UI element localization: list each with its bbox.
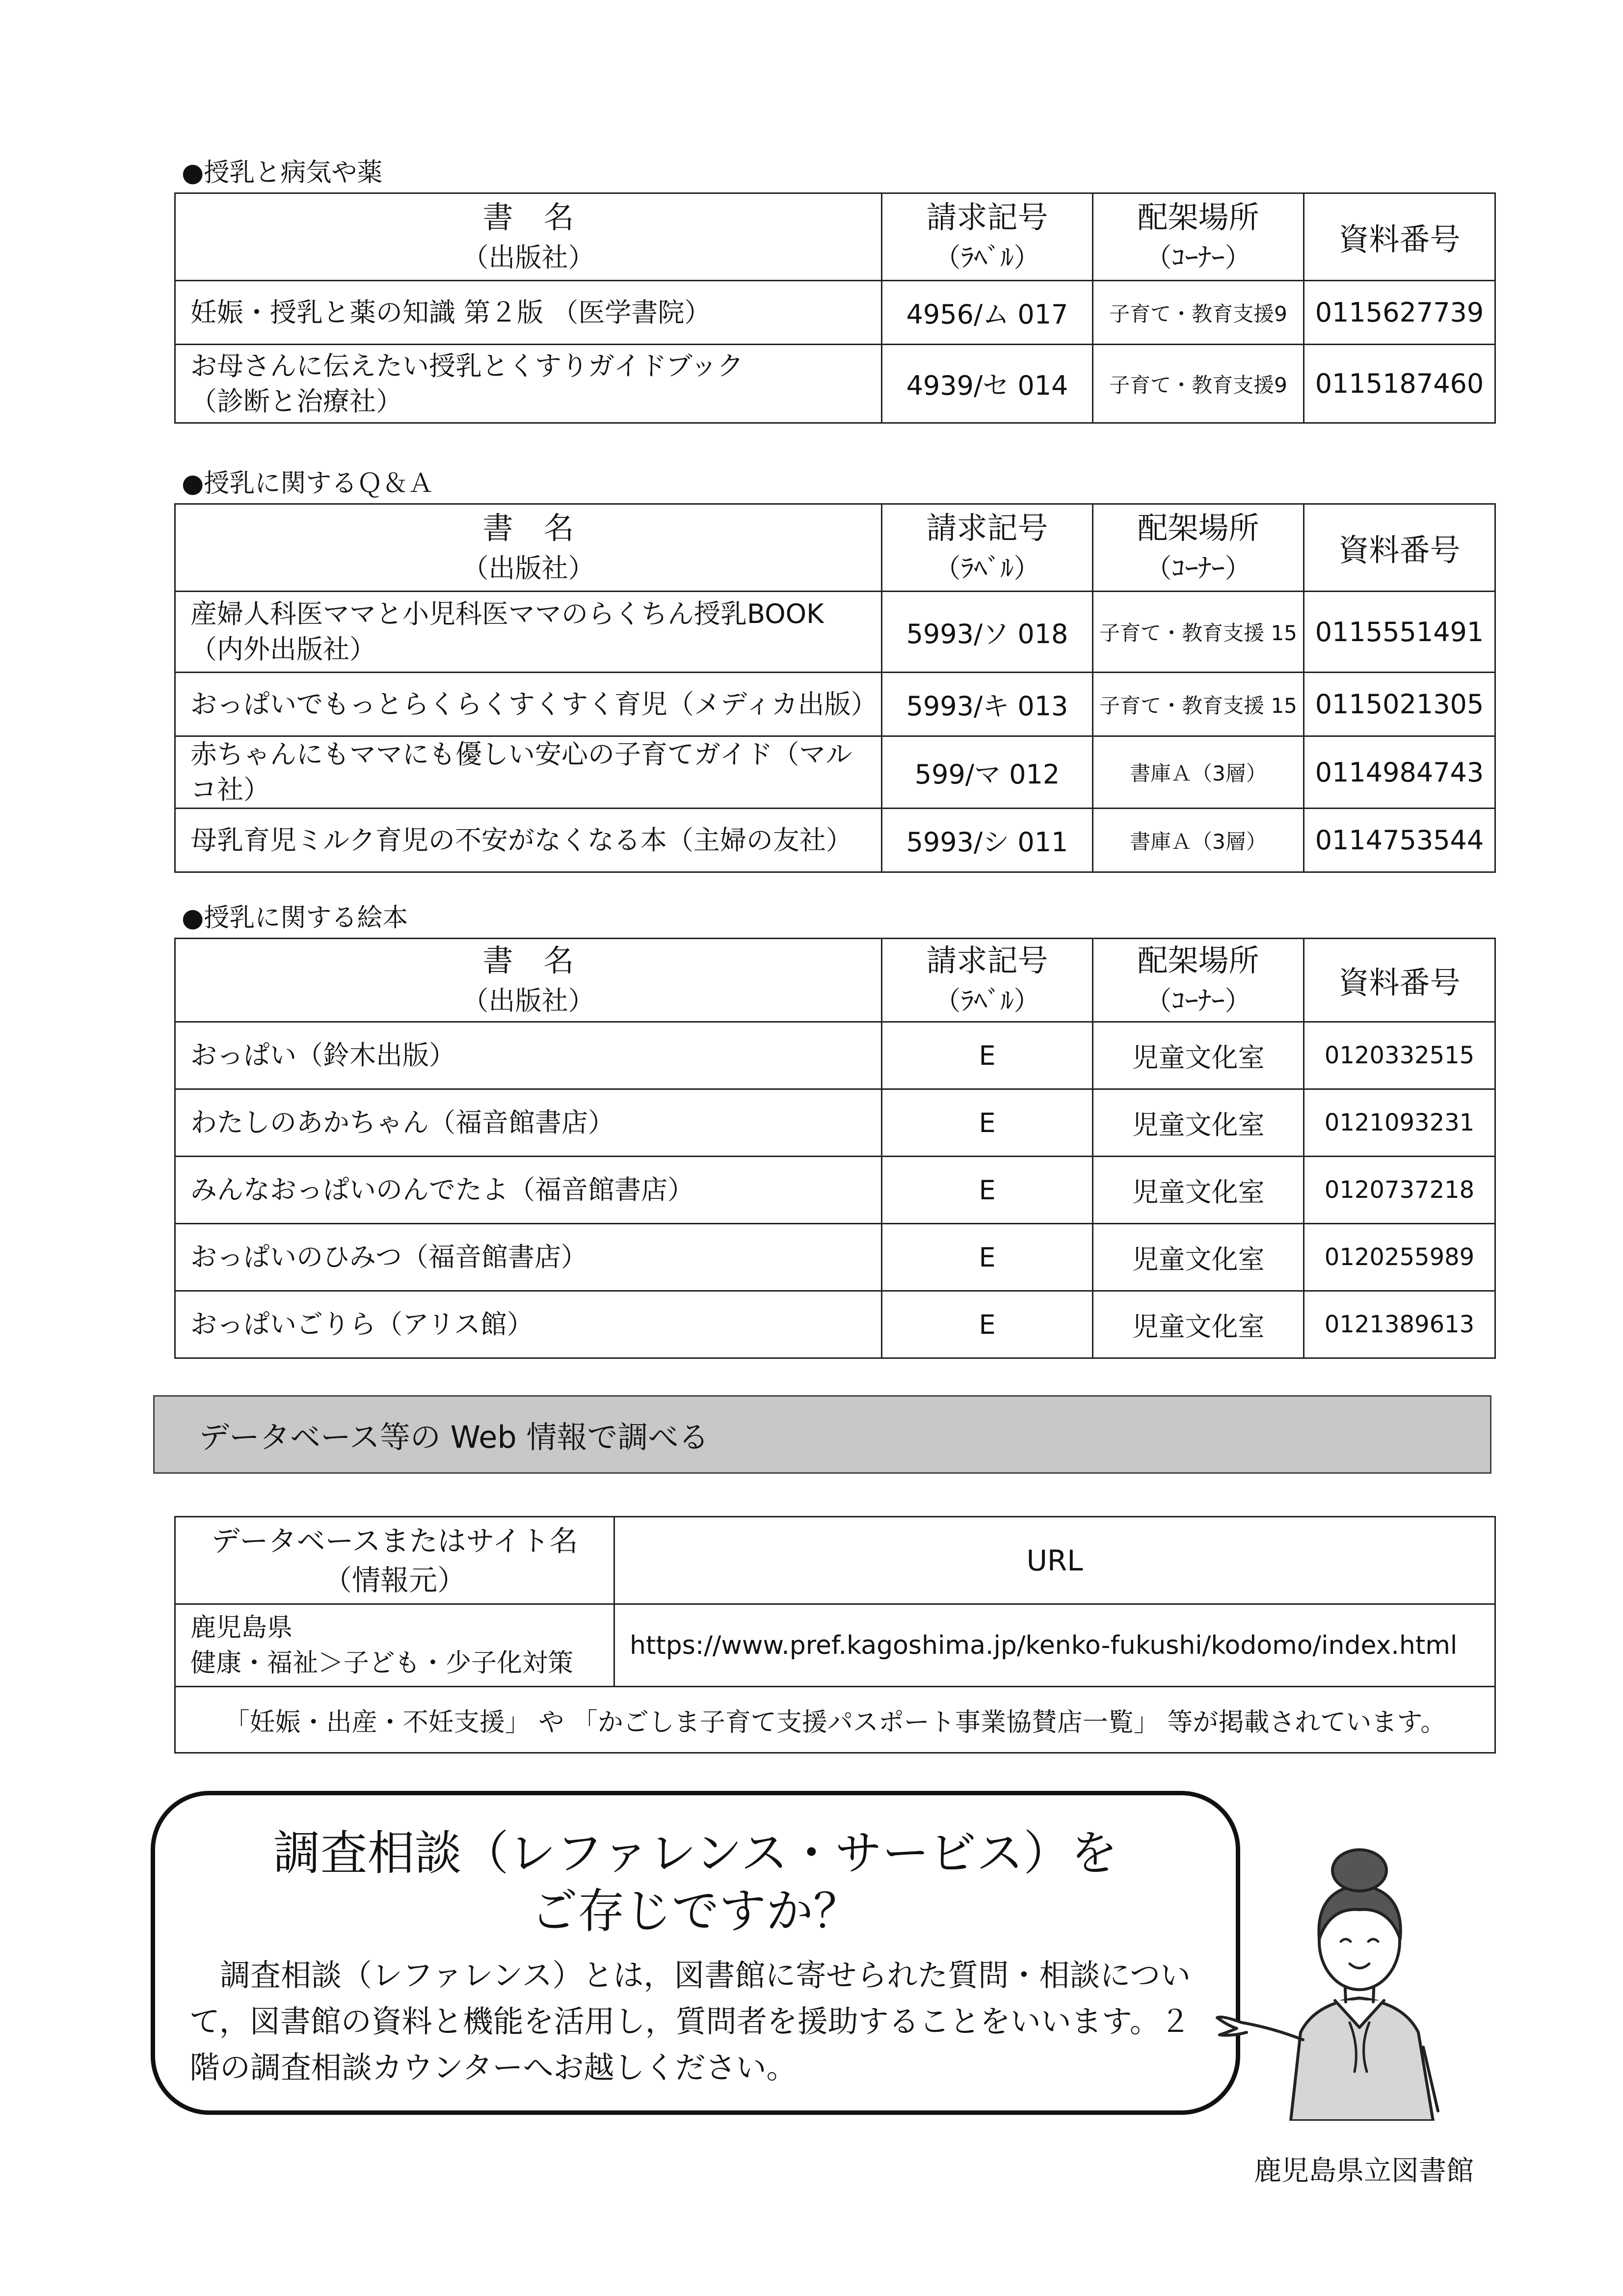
shelf-location: 児童文化室: [1093, 1022, 1304, 1089]
material-number: 0114984743: [1304, 736, 1495, 809]
material-number: 0121093231: [1304, 1089, 1495, 1157]
shelf-location: 子育て・教育支援 15: [1093, 673, 1304, 736]
shelf-location: 児童文化室: [1093, 1224, 1304, 1291]
callout-body: 調査相談（レファレンス）とは，図書館に寄せられた質問・相談について，図書館の資料と機能を活用し，質問者を援助することをいいます。２階の調査相談カウンターへお越しください。: [189, 1957, 1191, 2085]
table-row: [175, 809, 1495, 872]
col-header-location: 配架場所 （ｺｰﾅｰ）: [1093, 193, 1304, 281]
shelf-location: 児童文化室: [1093, 1291, 1304, 1358]
table-header-row: [175, 939, 1495, 1022]
material-number: 0120255989: [1304, 1224, 1495, 1291]
book-title: おっぱい（鈴木出版）: [175, 1022, 882, 1089]
col-header-location: 配架場所 （ｺｰﾅｰ）: [1093, 939, 1304, 1022]
call-number: 4956/ム 017: [882, 281, 1093, 345]
call-number: E: [882, 1089, 1093, 1157]
book-title: お母さんに伝えたい授乳とくすりガイドブック （診断と治療社）: [175, 345, 882, 423]
librarian-illustration: [1212, 1816, 1517, 2121]
table-header-row: [175, 193, 1495, 281]
book-title: 産婦人科医ママと小児科医ママのらくちん授乳BOOK （内外出版社）: [175, 592, 882, 673]
book-table-medicine: [174, 192, 1496, 424]
section-title-qa: ●授乳に関するＱ＆Ａ: [182, 469, 434, 498]
web-info-banner: [153, 1395, 1491, 1474]
book-title: おっぱいごりら（アリス館）: [175, 1291, 882, 1358]
col-header-url: URL: [614, 1517, 1495, 1604]
table-row: [175, 1022, 1495, 1089]
book-title: わたしのあかちゃん（福音館書店）: [175, 1089, 882, 1157]
shelf-location: 子育て・教育支援9: [1093, 345, 1304, 423]
material-number: 0121389613: [1304, 1291, 1495, 1358]
table-row: [175, 1604, 1495, 1687]
shelf-location: 子育て・教育支援 15: [1093, 592, 1304, 673]
col-header-title: 書 名 （出版社）: [175, 193, 882, 281]
site-url-link[interactable]: https://www.pref.kagoshima.jp/kenko-fukushi/kodomo/index.html: [614, 1604, 1495, 1687]
web-info-banner-text: データベース等の Web 情報で調べる: [199, 1419, 709, 1455]
shelf-location: 児童文化室: [1093, 1089, 1304, 1157]
shelf-location: 書庫Ａ（3層）: [1093, 736, 1304, 809]
call-number: E: [882, 1157, 1093, 1224]
library-name-footer: 鹿児島県立図書館: [1254, 2155, 1474, 2187]
site-name: 鹿児島県 健康・福祉＞子ども・少子化対策: [175, 1604, 614, 1687]
section-title-medicine: ●授乳と病気や薬: [182, 158, 383, 188]
col-header-number: 資料番号: [1304, 939, 1495, 1022]
col-header-call: 請求記号 （ﾗﾍﾞﾙ）: [882, 504, 1093, 592]
table-row: [175, 345, 1495, 423]
material-number: 0115551491: [1304, 592, 1495, 673]
material-number: 0115021305: [1304, 673, 1495, 736]
callout-title-line1: 調査相談（レファレンス・サービス）を: [273, 1826, 1118, 1881]
book-table-qa: [174, 503, 1496, 873]
col-header-title: 書 名 （出版社）: [175, 504, 882, 592]
table-row: [175, 1224, 1495, 1291]
col-header-location: 配架場所 （ｺｰﾅｰ）: [1093, 504, 1304, 592]
material-number: 0115627739: [1304, 281, 1495, 345]
col-header-number: 資料番号: [1304, 504, 1495, 592]
col-header-call: 請求記号 （ﾗﾍﾞﾙ）: [882, 939, 1093, 1022]
book-table-picturebooks: [174, 938, 1496, 1359]
call-number: 5993/ソ 018: [882, 592, 1093, 673]
book-title: みんなおっぱいのんでたよ（福音館書店）: [175, 1157, 882, 1224]
table-row: [175, 592, 1495, 673]
shelf-location: 子育て・教育支援9: [1093, 281, 1304, 345]
book-title: 赤ちゃんにもママにも優しい安心の子育てガイド（マルコ社）: [175, 736, 882, 809]
table-row: [175, 1687, 1495, 1753]
shelf-location: 児童文化室: [1093, 1157, 1304, 1224]
book-title: 妊娠・授乳と薬の知識 第２版 （医学書院）: [175, 281, 882, 345]
reference-service-callout: [151, 1791, 1240, 2115]
col-header-number: 資料番号: [1304, 193, 1495, 281]
table-row: [175, 1089, 1495, 1157]
call-number: E: [882, 1022, 1093, 1089]
database-table: [174, 1516, 1496, 1754]
book-title: おっぱいでもっとらくらくすくすく育児（メディカ出版）: [175, 673, 882, 736]
col-header-call: 請求記号 （ﾗﾍﾞﾙ）: [882, 193, 1093, 281]
col-header-site: データベースまたはサイト名 （情報元）: [175, 1517, 614, 1604]
material-number: 0115187460: [1304, 345, 1495, 423]
table-row: [175, 736, 1495, 809]
database-note: 「妊娠・出産・不妊支援」 や 「かごしま子育て支援パスポート事業協賛店一覧」 等が掲載されています。: [175, 1687, 1495, 1753]
material-number: 0120737218: [1304, 1157, 1495, 1224]
call-number: 4939/セ 014: [882, 345, 1093, 423]
col-header-title: 書 名 （出版社）: [175, 939, 882, 1022]
table-row: [175, 673, 1495, 736]
call-number: 5993/シ 011: [882, 809, 1093, 872]
call-number: 599/マ 012: [882, 736, 1093, 809]
book-title: 母乳育児ミルク育児の不安がなくなる本（主婦の友社）: [175, 809, 882, 872]
table-header-row: [175, 504, 1495, 592]
call-number: E: [882, 1224, 1093, 1291]
table-row: [175, 281, 1495, 345]
table-row: [175, 1291, 1495, 1358]
call-number: 5993/キ 013: [882, 673, 1093, 736]
material-number: 0114753544: [1304, 809, 1495, 872]
callout-title-line2: ご存じですか？: [531, 1884, 860, 1939]
material-number: 0120332515: [1304, 1022, 1495, 1089]
shelf-location: 書庫Ａ（3層）: [1093, 809, 1304, 872]
table-header-row: [175, 1517, 1495, 1604]
call-number: E: [882, 1291, 1093, 1358]
table-row: [175, 1157, 1495, 1224]
book-title: おっぱいのひみつ（福音館書店）: [175, 1224, 882, 1291]
section-title-picturebooks: ●授乳に関する絵本: [182, 903, 408, 933]
